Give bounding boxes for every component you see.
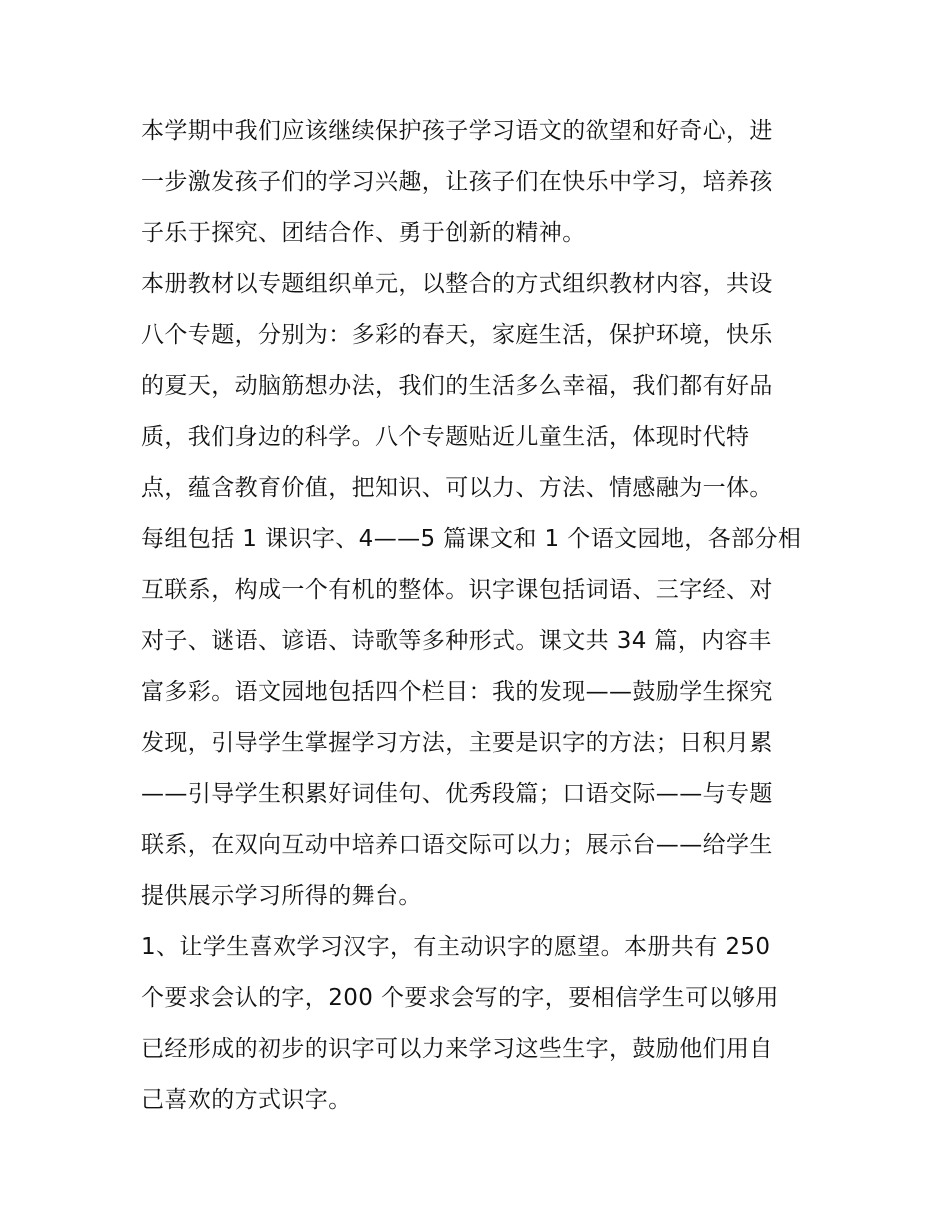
paragraph-2 [141, 259, 821, 922]
document-body [141, 106, 821, 1126]
text-line: ——引导学生积累好词佳句、优秀段篇；口语交际——与专题 [141, 781, 773, 807]
text-line: 本学期中我们应该继续保护孩子学习语文的欲望和好奇心，进 [141, 118, 773, 144]
text-line: 互联系，构成一个有机的整体。识字课包括词语、三字经、对 [141, 577, 773, 603]
paragraph-3 [141, 922, 821, 1126]
text-line: 一步激发孩子们的学习兴趣，让孩子们在快乐中学习，培养孩 [141, 169, 773, 195]
text-line: 发现，引导学生掌握学习方法，主要是识字的方法；日积月累 [141, 730, 773, 756]
text-line: 质，我们身边的科学。八个专题贴近儿童生活，体现时代特 [141, 424, 750, 450]
text-line: 八个专题，分别为：多彩的春天，家庭生活，保护环境，快乐 [141, 322, 773, 348]
text-line: 1、让学生喜欢学习汉字，有主动识字的愿望。本册共有 250 [141, 934, 771, 960]
text-line: 富多彩。语文园地包括四个栏目：我的发现——鼓励学生探究 [141, 679, 773, 705]
text-line: 个要求会认的字，200 个要求会写的字，要相信学生可以够用 [141, 985, 779, 1011]
paragraph-1 [141, 106, 821, 259]
text-line: 已经形成的初步的识字可以力来学习这些生字，鼓励他们用自 [141, 1036, 773, 1062]
text-line: 点，蕴含教育价值，把知识、可以力、方法、情感融为一体。 [141, 475, 773, 501]
text-line: 的夏天，动脑筋想办法，我们的生活多么幸福，我们都有好品 [141, 373, 773, 399]
text-line: 子乐于探究、团结合作、勇于创新的精神。 [141, 220, 586, 246]
text-line: 己喜欢的方式识字。 [141, 1087, 352, 1113]
text-line: 本册教材以专题组织单元，以整合的方式组织教材内容，共设 [141, 271, 773, 297]
text-line: 联系，在双向互动中培养口语交际可以力；展示台——给学生 [141, 832, 773, 858]
text-line: 提供展示学习所得的舞台。 [141, 883, 422, 909]
text-line: 对子、谜语、谚语、诗歌等多种形式。课文共 34 篇，内容丰 [141, 628, 772, 654]
text-line: 每组包括 1 课识字、4——5 篇课文和 1 个语文园地，各部分相 [141, 526, 802, 552]
